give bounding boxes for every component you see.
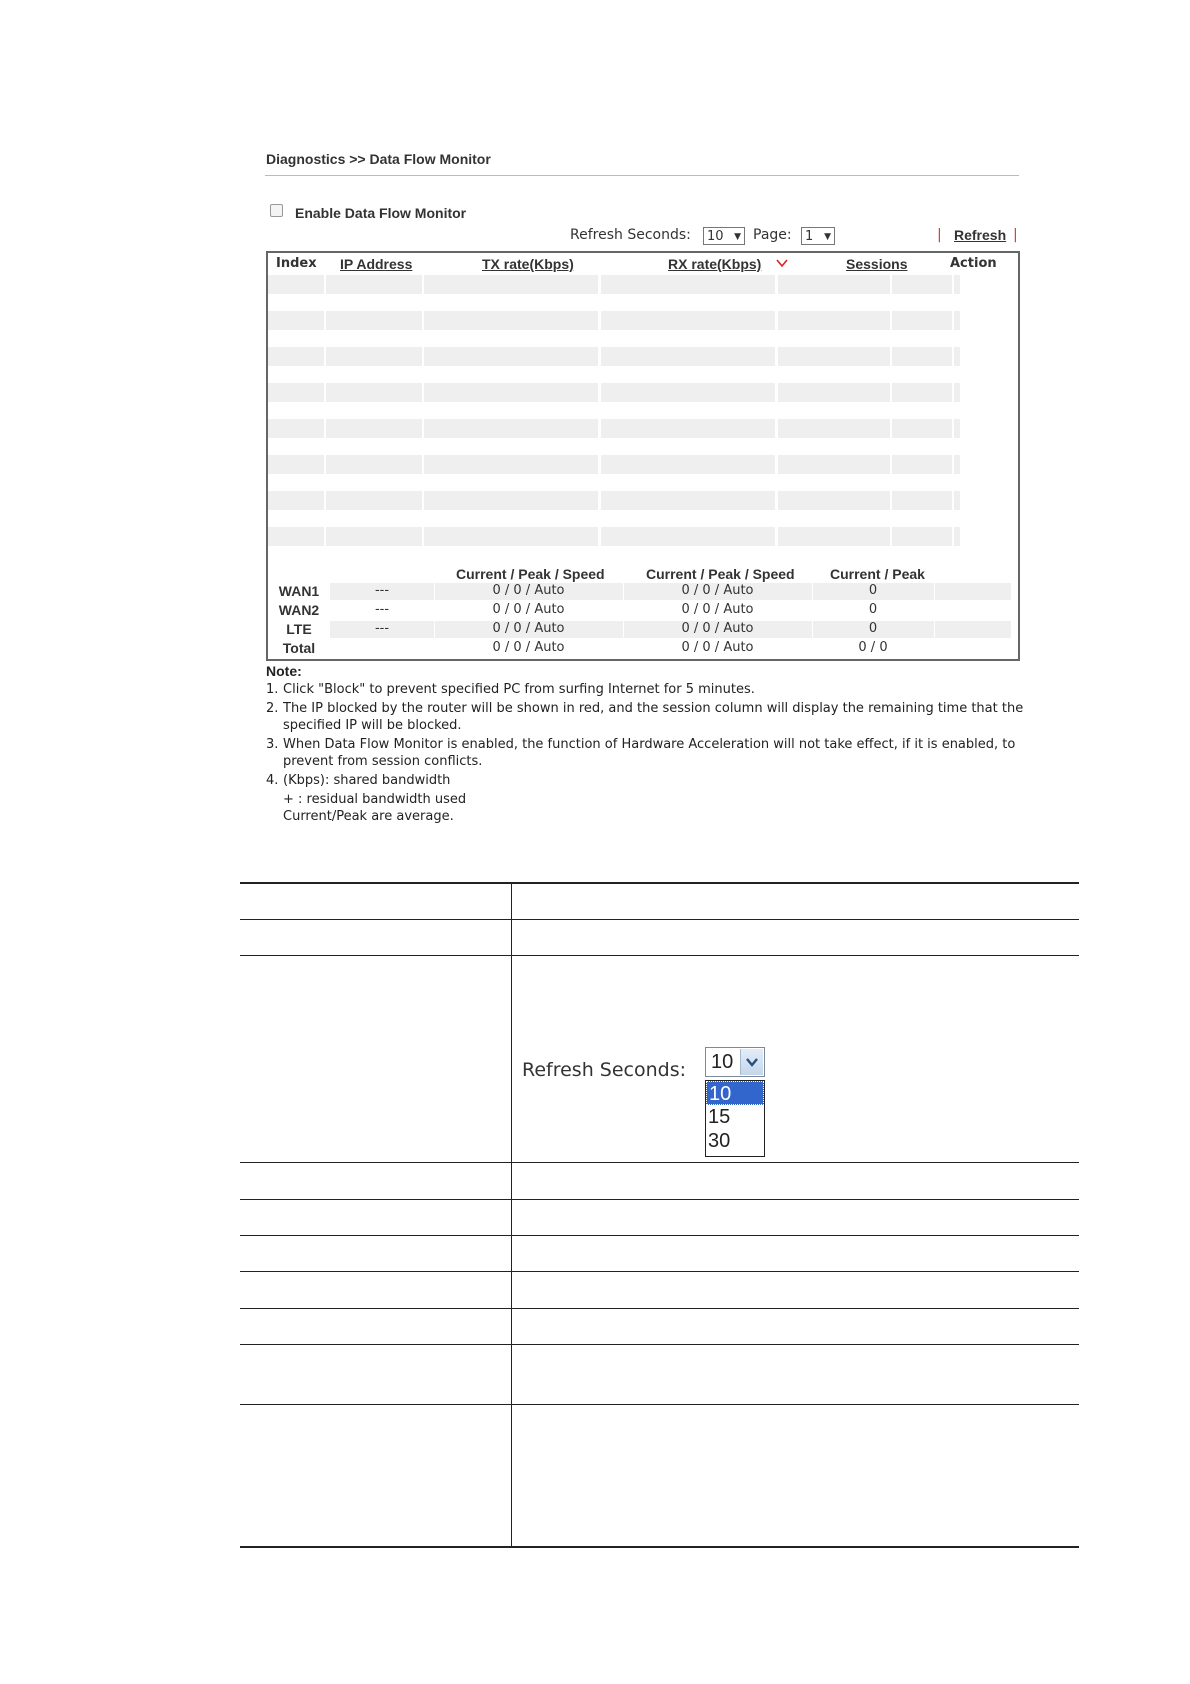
table-rule — [240, 919, 1079, 920]
refresh-seconds-value: 10 — [707, 229, 724, 244]
header-action: Action — [950, 256, 997, 271]
empty-host-row — [268, 419, 1018, 438]
breadcrumb-divider — [265, 175, 1019, 176]
host-rows — [268, 275, 1018, 569]
header-index: Index — [276, 256, 317, 271]
note-number: 4. — [266, 773, 279, 788]
summary-rx: 0 / 0 / Auto — [681, 602, 754, 617]
refresh-link[interactable]: Refresh — [954, 227, 1007, 243]
note-sub-line: + : residual bandwidth used — [283, 792, 467, 807]
page-select[interactable] — [801, 227, 835, 245]
note-number: 2. — [266, 701, 279, 716]
header-sessions[interactable]: Sessions — [846, 256, 908, 272]
dropdown-arrow-icon: ▼ — [734, 232, 741, 242]
summary-tx: 0 / 0 / Auto — [492, 583, 565, 598]
table-rule — [240, 1404, 1079, 1405]
summary-ip: --- — [374, 583, 390, 598]
summary-rx: 0 / 0 / Auto — [681, 583, 754, 598]
table-rule — [240, 882, 1079, 884]
summary-tx: 0 / 0 / Auto — [492, 621, 565, 636]
empty-host-row — [268, 311, 1018, 330]
table-column-divider — [511, 882, 512, 1548]
summary-row-lte — [268, 620, 1018, 639]
table-rule — [240, 1199, 1079, 1200]
sort-descending-icon — [776, 258, 788, 268]
description-table — [240, 882, 1079, 1548]
table-rule — [240, 955, 1079, 956]
table-rule — [240, 1235, 1079, 1236]
summary-name: Total — [282, 640, 316, 656]
summary-tx: 0 / 0 / Auto — [492, 602, 565, 617]
subheader-sessions: Current / Peak — [830, 566, 925, 582]
summary-rx: 0 / 0 / Auto — [681, 621, 754, 636]
table-rule — [240, 1308, 1079, 1309]
separator: | — [1013, 227, 1018, 243]
note-text: Click "Block" to prevent specified PC from surfing Internet for 5 minutes. — [283, 682, 755, 697]
header-tx-rate[interactable]: TX rate(Kbps) — [482, 256, 574, 272]
empty-host-row — [268, 455, 1018, 474]
illustration-selected-value: 10 — [711, 1051, 734, 1073]
notes-title: Note: — [266, 663, 302, 679]
refresh-seconds-illustration — [522, 1047, 782, 1157]
enable-monitor-row[interactable] — [270, 205, 466, 221]
subheader-tx: Current / Peak / Speed — [456, 566, 605, 582]
note-text: (Kbps): shared bandwidth — [283, 773, 451, 788]
illustration-option[interactable]: 10 — [706, 1081, 764, 1105]
note-sub-line: Current/Peak are average. — [283, 809, 454, 824]
illustration-options-list — [705, 1080, 765, 1157]
illustration-option[interactable]: 15 — [708, 1106, 731, 1128]
note-text: When Data Flow Monitor is enabled, the function of Hardware Acceleration will not take effect, if it is enabled, to prevent from session conflicts. — [283, 737, 1016, 769]
table-rule — [240, 1271, 1079, 1272]
enable-monitor-label: Enable Data Flow Monitor — [295, 205, 467, 221]
note-number: 1. — [266, 682, 279, 697]
note-item — [266, 736, 1026, 770]
summary-name: LTE — [286, 621, 312, 637]
note-text: The IP blocked by the router will be shown in red, and the session column will display the remaining time that the specified IP will be blocked. — [283, 701, 1024, 733]
page-value: 1 — [805, 229, 814, 244]
table-rule — [240, 1546, 1079, 1548]
summary-sessions: 0 / 0 — [858, 640, 888, 655]
summary-name: WAN2 — [278, 602, 320, 618]
summary-name: WAN1 — [278, 583, 320, 599]
summary-ip: --- — [374, 602, 390, 617]
note-item — [266, 772, 1026, 789]
refresh-seconds-label: Refresh Seconds: — [570, 227, 691, 243]
note-number: 3. — [266, 737, 279, 752]
empty-host-row — [268, 347, 1018, 366]
summary-sessions: 0 — [868, 583, 878, 598]
header-ip-address[interactable]: IP Address — [340, 256, 413, 272]
data-flow-table — [266, 251, 1020, 661]
chevron-down-icon — [740, 1049, 763, 1075]
monitor-controls — [570, 227, 1020, 249]
summary-sessions: 0 — [868, 621, 878, 636]
table-header — [268, 253, 1018, 275]
header-rx-rate[interactable]: RX rate(Kbps) — [668, 256, 762, 272]
summary-row-wan2 — [268, 601, 1018, 620]
summary-row-wan1 — [268, 582, 1018, 601]
illustration-select[interactable] — [705, 1047, 765, 1077]
empty-host-row — [268, 527, 1018, 546]
separator: | — [937, 227, 942, 243]
note-item — [266, 700, 1026, 734]
summary-tx: 0 / 0 / Auto — [492, 640, 565, 655]
empty-host-row — [268, 383, 1018, 402]
summary-subheader — [268, 564, 1018, 582]
table-rule — [240, 1162, 1079, 1163]
summary-rx: 0 / 0 / Auto — [681, 640, 754, 655]
table-rule — [240, 1344, 1079, 1345]
summary-ip: --- — [374, 621, 390, 636]
page-label: Page: — [753, 227, 792, 243]
empty-host-row — [268, 491, 1018, 510]
empty-host-row — [268, 275, 1018, 294]
illustration-label: Refresh Seconds: — [522, 1059, 687, 1081]
breadcrumb: Diagnostics >> Data Flow Monitor — [266, 151, 491, 167]
summary-row-total — [268, 639, 1018, 658]
notes — [266, 663, 1026, 825]
enable-monitor-checkbox[interactable] — [270, 204, 283, 217]
refresh-seconds-select[interactable] — [703, 227, 745, 245]
subheader-rx: Current / Peak / Speed — [646, 566, 795, 582]
dropdown-arrow-icon: ▼ — [824, 232, 831, 242]
illustration-option[interactable]: 30 — [708, 1130, 731, 1152]
note-item — [266, 681, 1026, 698]
summary-sessions: 0 — [868, 602, 878, 617]
